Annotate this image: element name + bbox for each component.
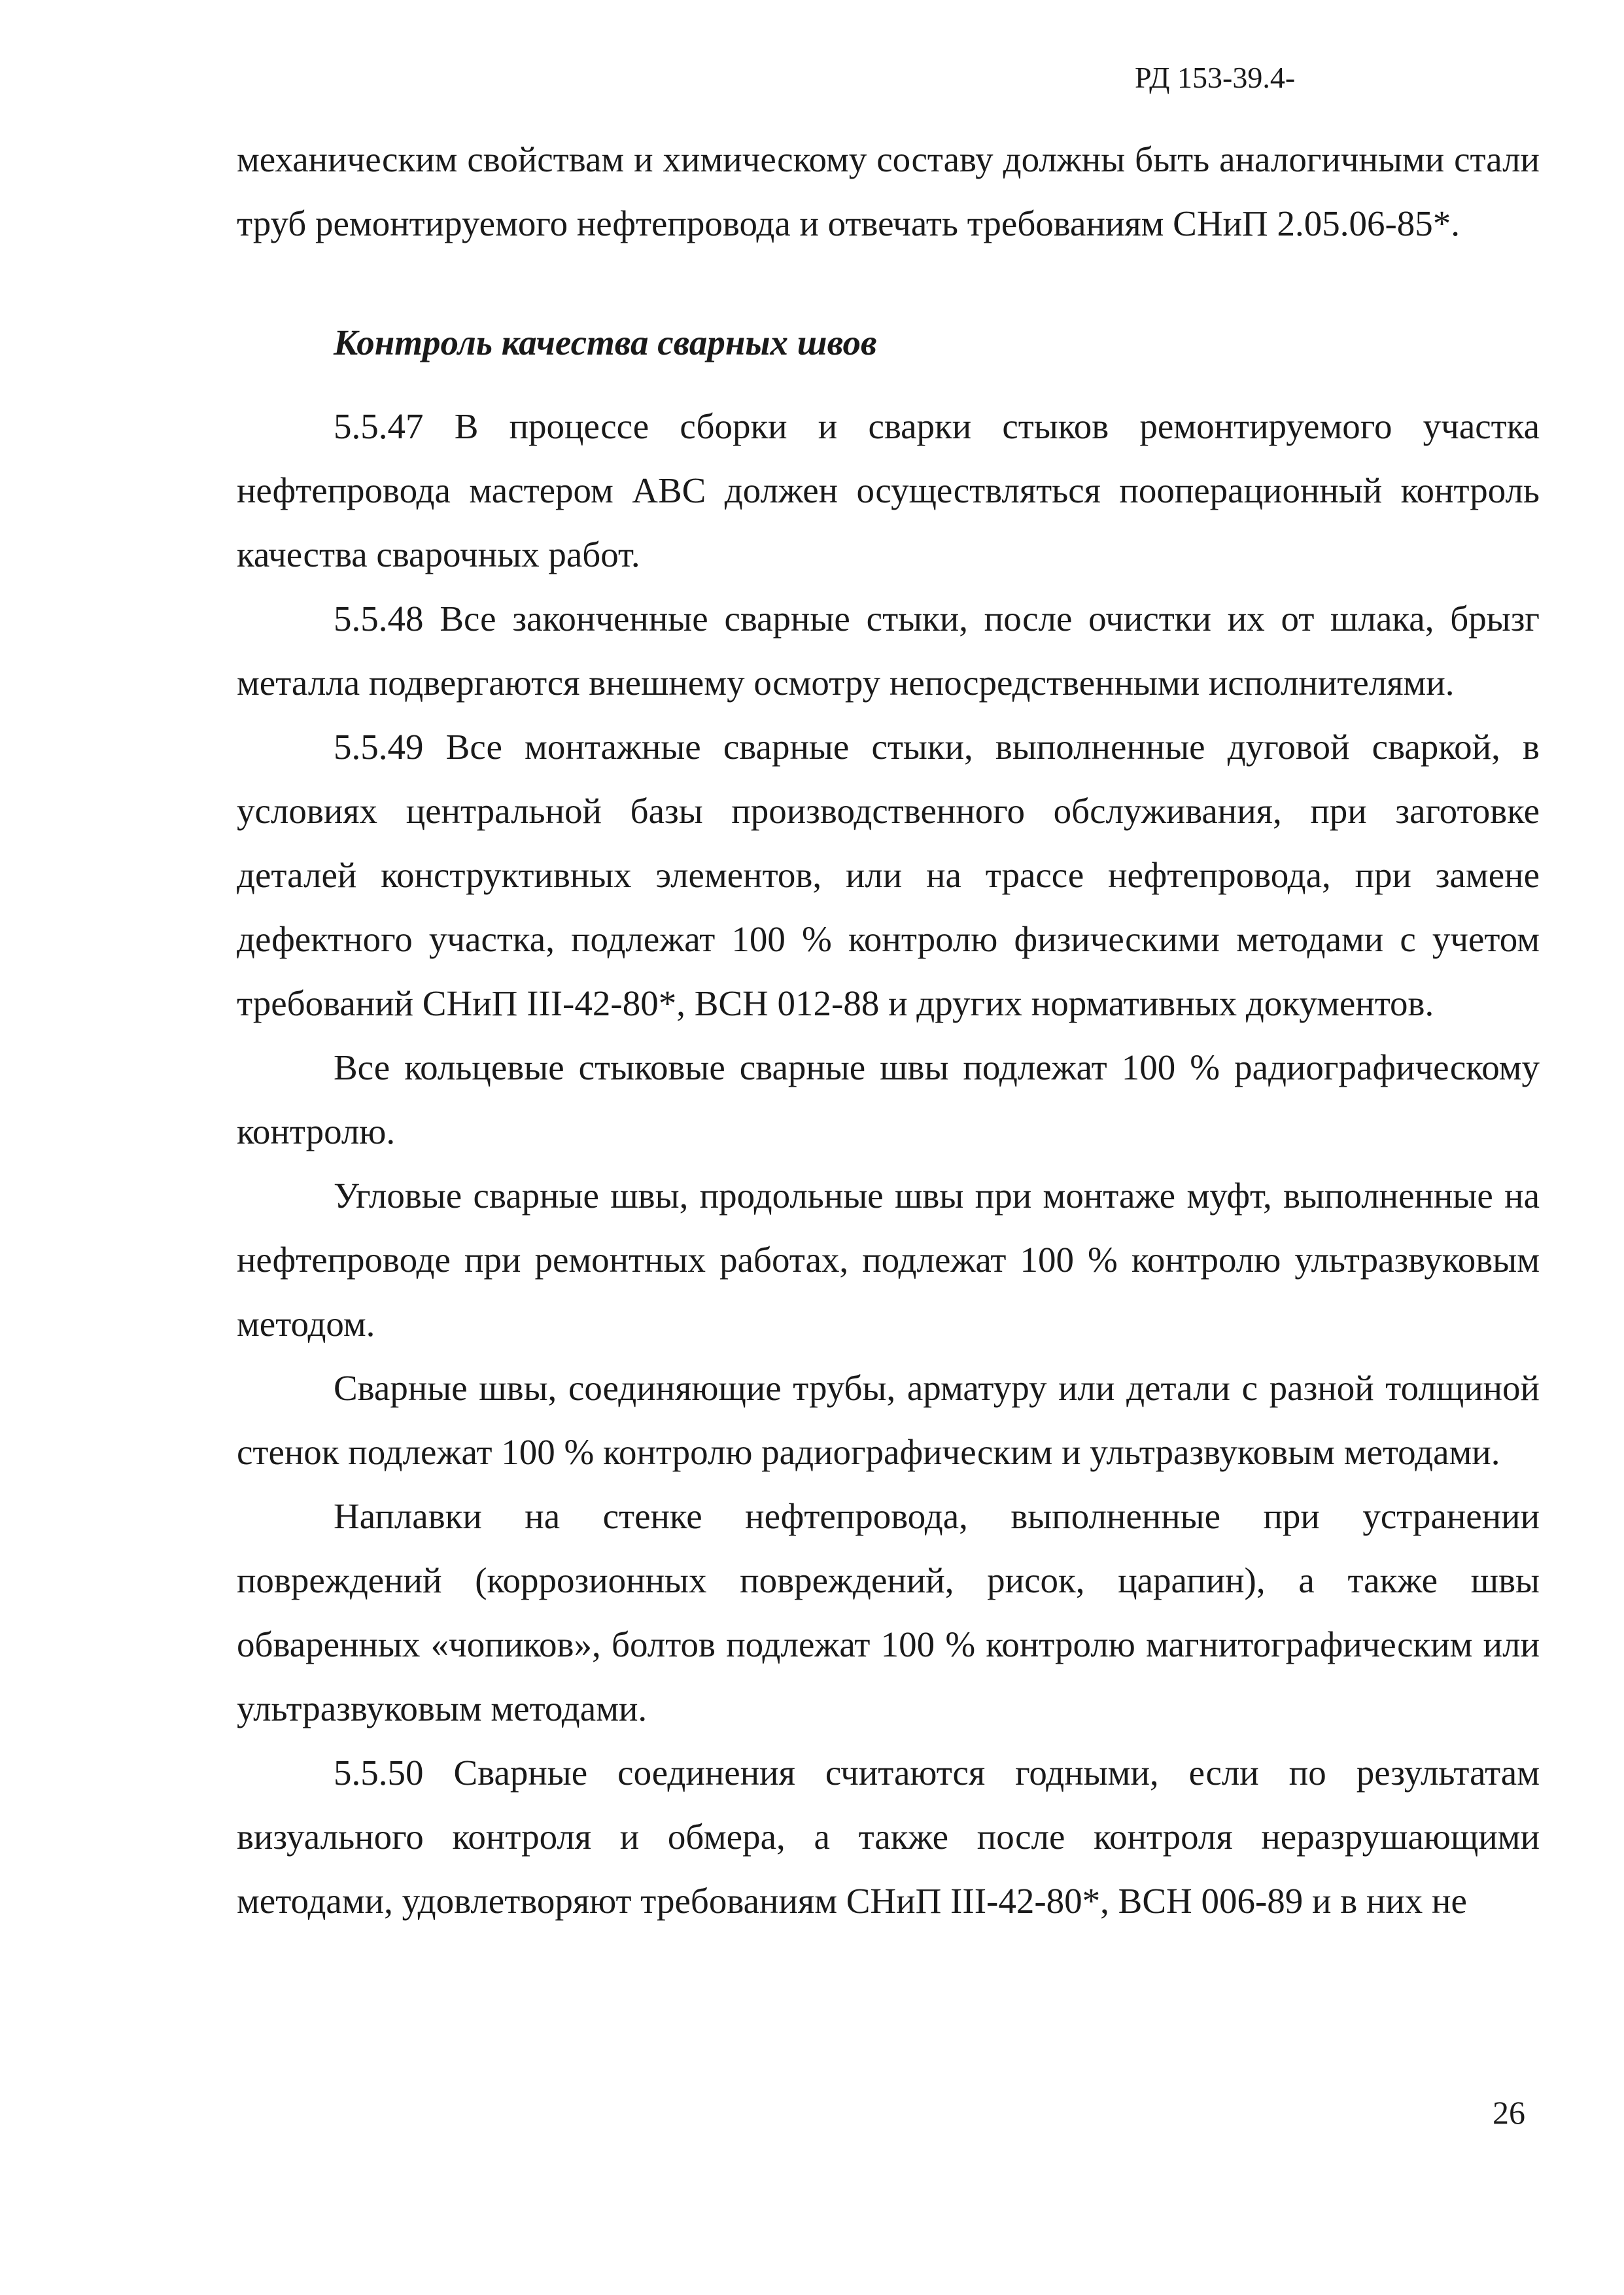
page-number: 26 <box>1493 2094 1525 2131</box>
paragraph-5-5-47: 5.5.47 В процессе сборки и сварки стыков ремонтируемого участка нефтепровода мастером АВС должен осуществляться пооперационный контроль качества сварочных работ. <box>237 406 1540 574</box>
paragraph-5-5-48: 5.5.48 Все законченные сварные стыки, после очистки их от шлака, брызг металла подвергаются внешнему осмотру непосредственными исполнителями. <box>237 599 1540 703</box>
intro-paragraph: механическим свойствам и химическому составу должны быть аналогичными стали труб ремонтируемого нефтепровода и отвечать требованиям СНиП 2.05.06-85*. <box>237 139 1540 243</box>
paragraph-5-5-50: 5.5.50 Сварные соединения считаются годными, если по результатам визуального контроля и обмера, а также после контроля неразрушающими методами, удовлетворяют требованиям СНиП III-42-80*, ВСН 006-89 и в них не <box>237 1753 1540 1921</box>
section-heading: Контроль качества сварных швов <box>334 323 877 362</box>
paragraph-different-thickness: Сварные швы, соединяющие трубы, арматуру или детали с разной толщиной стенок подлежат 100 % контролю радиографическим и ультразвуковым методами. <box>237 1368 1540 1472</box>
paragraph-corner-welds: Угловые сварные швы, продольные швы при монтаже муфт, выполненные на нефтепроводе при ремонтных работах, подлежат 100 % контролю ультразвуковым методом. <box>237 1176 1540 1344</box>
paragraph-ring-welds: Все кольцевые стыковые сварные швы подлежат 100 % радиографическому контролю. <box>237 1047 1540 1151</box>
paragraph-5-5-49: 5.5.49 Все монтажные сварные стыки, выполненные дуговой сваркой, в условиях центральной базы производственного обслуживания, при заготовке деталей конструктивных элементов, или на трассе нефтепровода, при замене дефектного участка, подлежат 100 % контролю физическими методами с учетом требований СНиП III-42-80*, ВСН 012-88 и других нормативных документов. <box>237 727 1540 1023</box>
document-body <box>237 128 1540 1933</box>
document-code: РД 153-39.4- <box>1135 61 1296 94</box>
paragraph-overlays: Наплавки на стенке нефтепровода, выполненные при устранении повреждений (коррозионных повреждений, рисок, царапин), а также швы обваренных «чопиков», болтов подлежат 100 % контролю магнитографическим или ультразвуковым методами. <box>237 1496 1540 1728</box>
